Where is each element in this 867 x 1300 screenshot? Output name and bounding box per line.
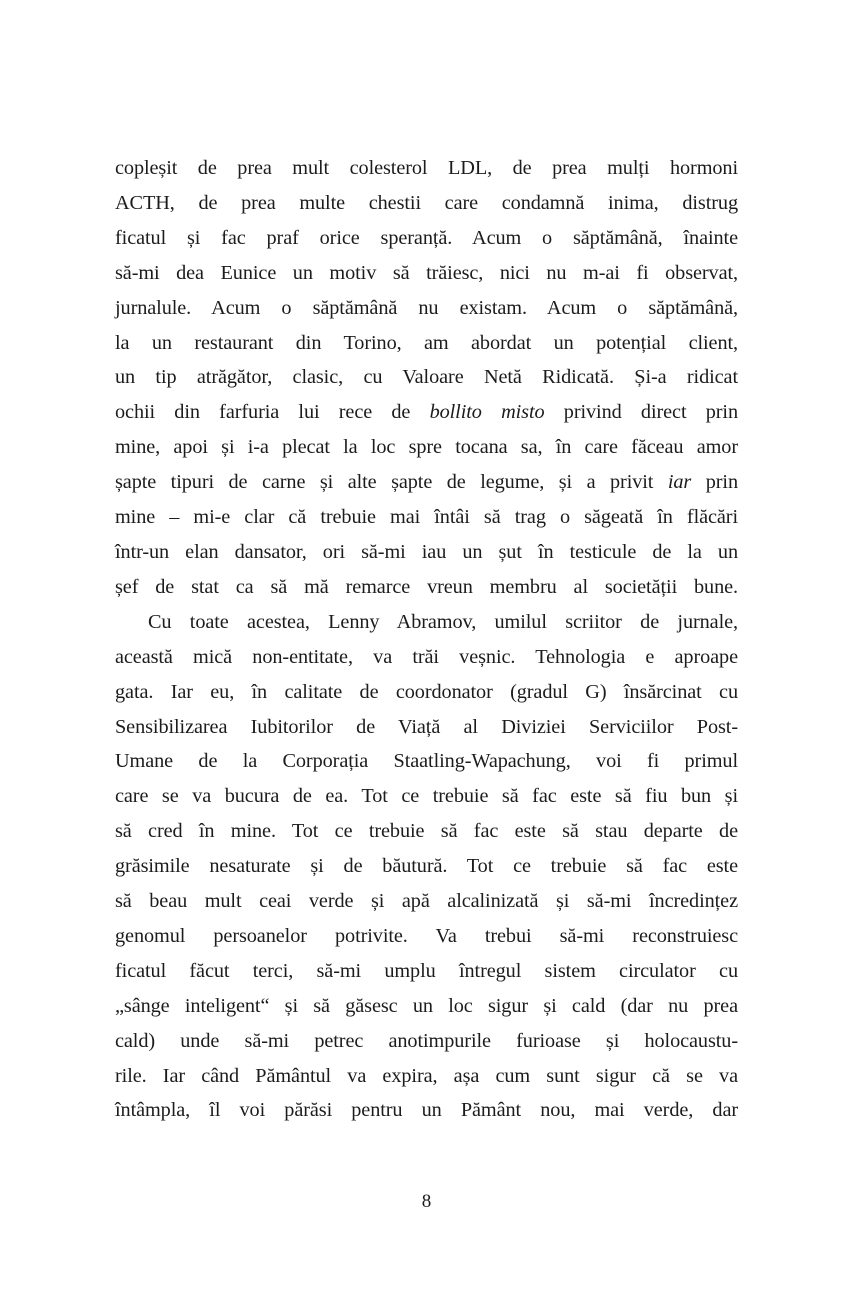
- text-segment: ficatul și fac praf orice speranță. Acum o săptămână, înainte: [115, 226, 738, 249]
- text-segment: mine – mi-e clar că trebuie mai întâi să trag o săgeată în flăcări: [115, 506, 738, 529]
- text-line: [115, 710, 738, 745]
- text-line: [115, 151, 738, 186]
- text-segment: într-un elan dansator, ori să-mi iau un șut în testicule de la un: [115, 540, 738, 563]
- text-segment: ACTH, de prea multe chestii care condamnă inima, distrug: [115, 191, 738, 214]
- italic-text-segment: iar: [667, 471, 692, 494]
- text-segment: rile. Iar când Pământul va expira, așa cum sunt sigur că se va: [115, 1064, 738, 1087]
- text-line: [115, 535, 738, 570]
- text-line: [115, 570, 738, 605]
- text-line: [115, 326, 738, 361]
- text-line: [115, 849, 738, 884]
- text-segment: care se va bucura de ea. Tot ce trebuie să fac este să fiu bun și: [115, 785, 738, 808]
- text-segment: gata. Iar eu, în calitate de coordonator (gradul G) însărcinat cu: [115, 680, 738, 703]
- text-segment: cald) unde să-mi petrec anotimpurile furioase și holocaustu-: [115, 1029, 738, 1052]
- text-segment: jurnalule. Acum o săptămână nu existam. Acum o săptămână,: [115, 296, 738, 319]
- text-segment: întâmpla, îl voi părăsi pentru un Pământ nou, mai verde, dar: [115, 1099, 738, 1122]
- text-segment: ochii din farfuria lui rece de: [115, 401, 430, 424]
- text-segment: mine, apoi și i-a plecat la loc spre tocana sa, în care făceau amor: [115, 436, 738, 459]
- text-segment: grăsimile nesaturate și de băutură. Tot ce trebuie să fac este: [115, 855, 738, 878]
- text-line: [115, 360, 738, 395]
- text-line: [115, 1059, 738, 1094]
- text-line: [115, 256, 738, 291]
- text-line: [115, 1093, 738, 1128]
- text-line: [115, 919, 738, 954]
- text-segment: „sânge inteligent“ și să găsesc un loc sigur și cald (dar nu prea: [115, 994, 738, 1017]
- text-segment: șef de stat ca să mă remarce vreun membru al societății bune.: [115, 575, 738, 598]
- text-segment: șapte tipuri de carne și alte șapte de legume, și a privit: [115, 471, 668, 494]
- text-segment: prin: [691, 471, 738, 494]
- text-segment: Umane de la Corporația Staatling-Wapachung, voi fi primul: [115, 750, 738, 773]
- text-line: [115, 779, 738, 814]
- text-segment: să-mi dea Eunice un motiv să trăiesc, nici nu m-ai fi observat,: [115, 261, 738, 284]
- text-segment: la un restaurant din Torino, am abordat un potențial client,: [115, 331, 738, 354]
- text-line: [115, 500, 738, 535]
- text-segment: să beau mult ceai verde și apă alcalinizată și să-mi încredințez: [115, 890, 738, 913]
- text-line: [115, 744, 738, 779]
- text-segment: copleșit de prea mult colesterol LDL, de prea mulți hormoni: [115, 157, 738, 179]
- text-segment: privind direct prin: [544, 401, 738, 424]
- text-line: [115, 989, 738, 1024]
- page-text-block: [115, 151, 738, 1128]
- text-line: [115, 640, 738, 675]
- text-line: [115, 1024, 738, 1059]
- text-segment: să cred în mine. Tot ce trebuie să fac este să stau departe de: [115, 820, 738, 843]
- text-segment: ficatul făcut terci, să-mi umplu întregul sistem circulator cu: [115, 959, 738, 982]
- text-segment: un tip atrăgător, clasic, cu Valoare Netă Ridicată. Și-a ridicat: [115, 366, 738, 389]
- text-line: [115, 675, 738, 710]
- text-segment: această mică non-entitate, va trăi veșnic. Tehnologia e aproape: [115, 645, 738, 668]
- text-line: [115, 430, 738, 465]
- text-line: [115, 884, 738, 919]
- text-segment: genomul persoanelor potrivite. Va trebui să-mi reconstruiesc: [115, 924, 738, 947]
- text-segment: Cu toate acestea, Lenny Abramov, umilul scriitor de jurnale,: [148, 610, 738, 633]
- page-number: 8: [421, 1191, 432, 1212]
- text-line: [115, 954, 738, 989]
- text-line: [115, 221, 738, 256]
- text-line: [115, 605, 738, 640]
- text-line: [115, 291, 738, 326]
- text-line: [115, 395, 738, 430]
- italic-text-segment: bollito misto: [429, 401, 545, 424]
- text-segment: Sensibilizarea Iubitorilor de Viață al Diviziei Serviciilor Post-: [115, 715, 738, 738]
- text-line: [115, 465, 738, 500]
- text-line: [115, 814, 738, 849]
- text-line: [115, 186, 738, 221]
